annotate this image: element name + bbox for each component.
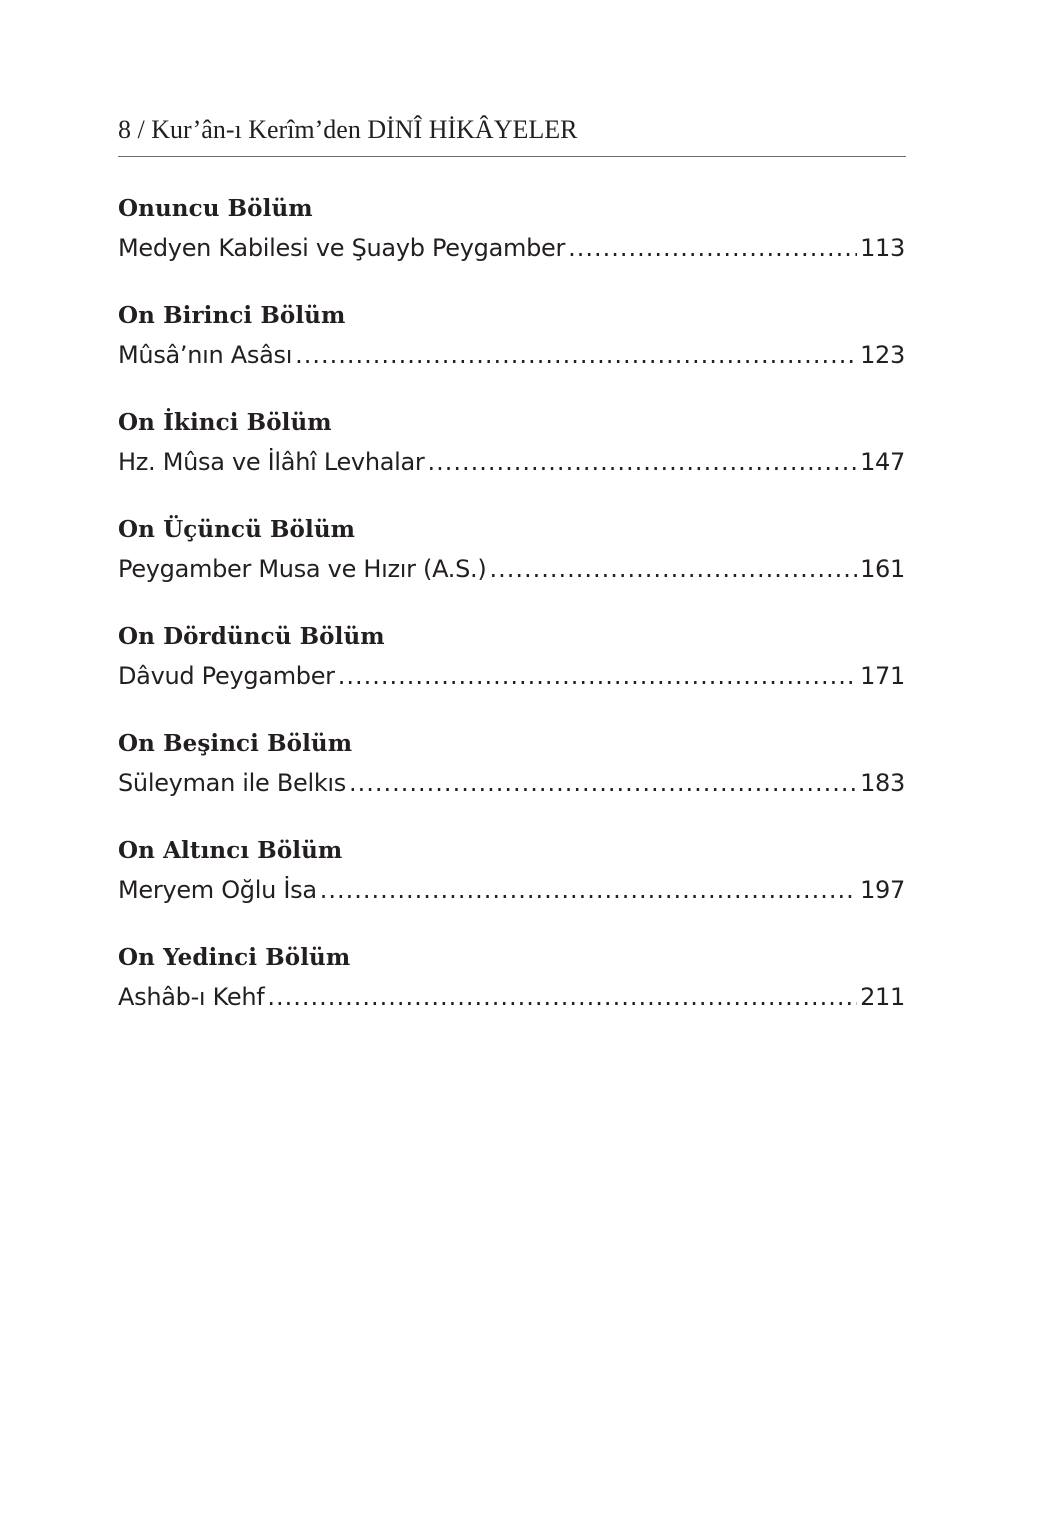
- toc-entry: [118, 335, 905, 375]
- toc-entry: [118, 442, 905, 482]
- toc-section: [118, 299, 905, 406]
- dot-leader: [320, 870, 857, 910]
- toc-section: [118, 513, 905, 620]
- entry-page-number: 123: [860, 341, 905, 369]
- toc-entry: [118, 656, 905, 696]
- dot-leader: [338, 656, 857, 696]
- toc-section: [118, 727, 905, 834]
- entry-page-number: 183: [860, 769, 905, 797]
- entry-title: Hz. Mûsa ve İlâhî Levhalar: [118, 448, 425, 476]
- toc-entry: [118, 977, 905, 1017]
- toc-entry: [118, 549, 905, 589]
- chapter-heading: On Dördüncü Bölüm: [118, 623, 385, 650]
- book-title: Kur’ân-ı Kerîm’den DİNÎ HİKÂYELER: [151, 115, 578, 144]
- entry-title: Medyen Kabilesi ve Şuayb Peygamber: [118, 234, 566, 262]
- chapter-heading: Onuncu Bölüm: [118, 195, 313, 222]
- header-rule: [118, 156, 906, 157]
- chapter-heading: On İkinci Bölüm: [118, 409, 332, 436]
- page-number: 8: [118, 115, 131, 144]
- table-of-contents: [118, 192, 905, 1048]
- header-separator: /: [137, 115, 145, 144]
- entry-title: Mûsâ’nın Asâsı: [118, 341, 293, 369]
- entry-page-number: 147: [860, 448, 905, 476]
- entry-title: Ashâb-ı Kehf: [118, 983, 265, 1011]
- chapter-heading: On Yedinci Bölüm: [118, 944, 351, 971]
- entry-title: Süleyman ile Belkıs: [118, 769, 347, 797]
- toc-section: [118, 620, 905, 727]
- toc-entry: [118, 870, 905, 910]
- entry-title: Peygamber Musa ve Hızır (A.S.): [118, 555, 487, 583]
- chapter-heading: On Üçüncü Bölüm: [118, 516, 356, 543]
- chapter-heading: On Beşinci Bölüm: [118, 730, 353, 757]
- entry-page-number: 171: [860, 662, 905, 690]
- entry-title: Meryem Oğlu İsa: [118, 876, 317, 904]
- toc-section: [118, 941, 905, 1048]
- running-header: [118, 112, 906, 148]
- entry-page-number: 211: [860, 983, 905, 1011]
- entry-page-number: 197: [860, 876, 905, 904]
- dot-leader: [295, 335, 857, 375]
- toc-entry: [118, 228, 905, 268]
- entry-page-number: 161: [860, 555, 905, 583]
- toc-entry: [118, 763, 905, 803]
- entry-page-number: 113: [860, 234, 905, 262]
- dot-leader: [568, 228, 857, 268]
- chapter-heading: On Birinci Bölüm: [118, 302, 346, 329]
- chapter-heading: On Altıncı Bölüm: [118, 837, 343, 864]
- dot-leader: [428, 442, 858, 482]
- dot-leader: [267, 977, 857, 1017]
- entry-title: Dâvud Peygamber: [118, 662, 335, 690]
- dot-leader: [349, 763, 857, 803]
- toc-section: [118, 834, 905, 941]
- toc-section: [118, 192, 905, 299]
- dot-leader: [489, 549, 857, 589]
- toc-section: [118, 406, 905, 513]
